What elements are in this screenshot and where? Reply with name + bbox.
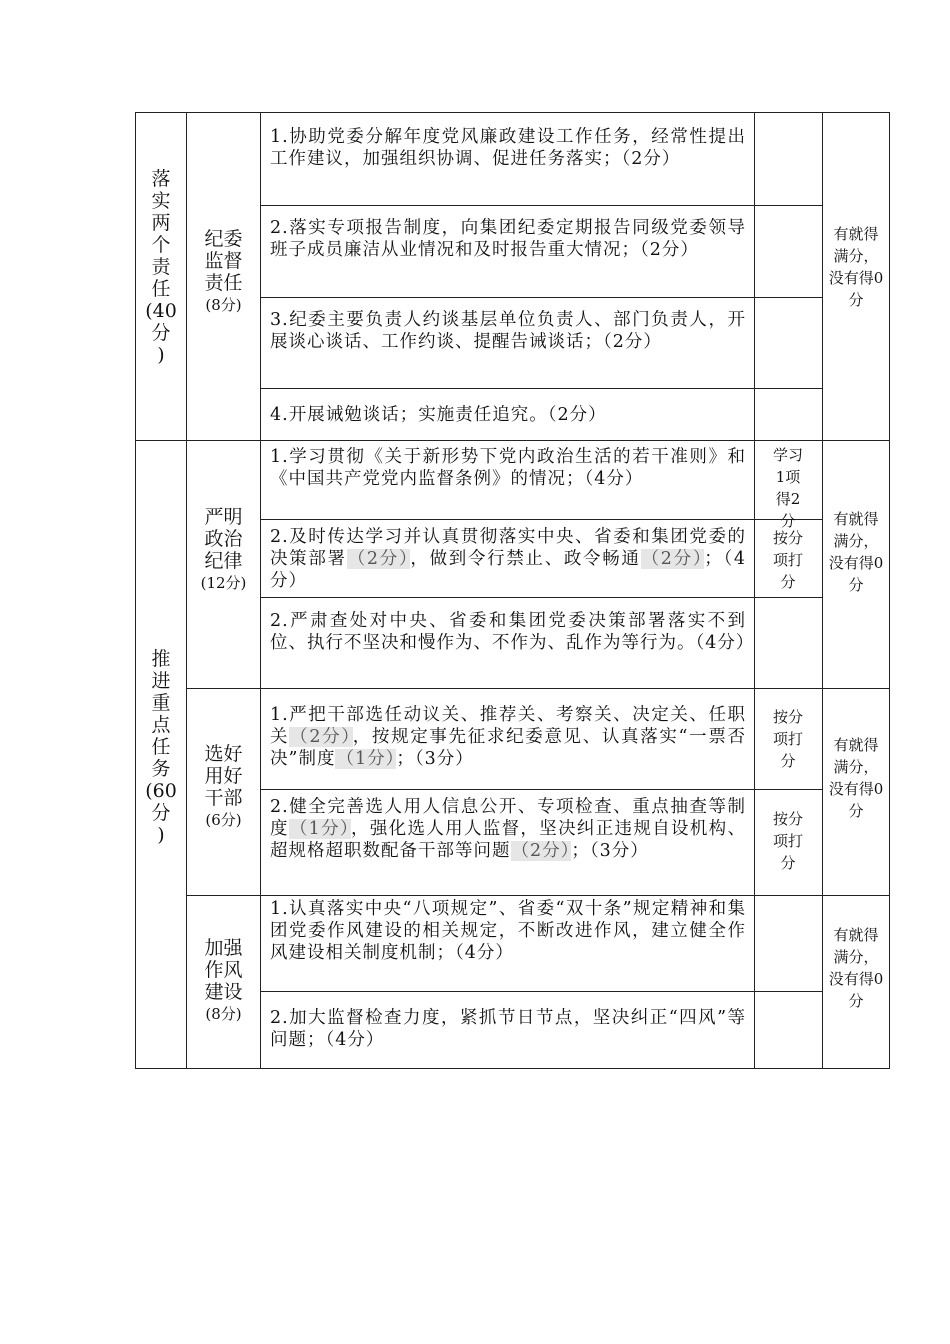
column-divider	[260, 112, 261, 1069]
criterion-note: 学习1项得2分	[772, 446, 803, 530]
row-divider	[260, 597, 822, 598]
evaluation-item: 1.协助党委分解年度党风廉政建设工作任务，经常性提出工作建议，加强组织协调、促进任务落实；（2分）	[270, 127, 746, 169]
scoring-rule: 有就得满分，没有得0分	[828, 736, 884, 820]
scoring-rule: 有就得满分，没有得0分	[828, 510, 884, 594]
scoring-rule: 有就得满分，没有得0分	[828, 225, 884, 309]
column-divider	[822, 112, 823, 1069]
row-divider	[260, 991, 822, 992]
evaluation-item: 2.落实专项报告制度，向集团纪委定期报告同级党委领导班子成员廉洁从业情况和及时报告重大情况；（2分）	[270, 218, 746, 260]
evaluation-item: 1.学习贯彻《关于新形势下党内政治生活的若干准则》和《中国共产党党内监督条例》的情况；（4分）	[270, 447, 746, 489]
section-title: 落 实 两 个 责 任 (40 分 )	[145, 168, 177, 366]
evaluation-item: 1.认真落实中央“八项规定”、省委“双十条”规定精神和集团党委作风建设的相关规定，不断改进作风，建立健全作风建设相关制度机制；（4分）	[270, 899, 746, 963]
section-divider	[135, 440, 890, 441]
row-divider	[260, 388, 822, 389]
scoring-rule: 有就得满分，没有得0分	[828, 926, 884, 1010]
evaluation-item: 2.加大监督检查力度，紧抓节日节点，坚决纠正“四风”等问题；（4分）	[270, 1008, 746, 1050]
row-divider	[260, 519, 822, 520]
evaluation-item: 4.开展诫勉谈话；实施责任追究。（2分）	[270, 405, 607, 425]
category-label: 纪委 监督 责任 (8分)	[204, 228, 243, 314]
category-label: 严明 政治 纪律 (12分)	[200, 506, 247, 592]
row-divider	[260, 789, 822, 790]
evaluation-item: 2.严肃查处对中央、省委和集团党委决策部署落实不到位、执行不坚决和慢作为、不作为、乱作为等行为。（4分）	[270, 611, 755, 653]
category-divider	[186, 688, 890, 689]
criterion-note: 按分项打分	[772, 810, 803, 872]
row-divider	[260, 297, 822, 298]
table-border-right	[889, 112, 890, 1069]
evaluation-item: 3.纪委主要负责人约谈基层单位负责人、部门负责人，开展谈心谈话、工作约谈、提醒告诫谈话；（2分）	[270, 310, 746, 352]
criterion-note: 按分项打分	[772, 708, 803, 770]
category-label: 加强 作风 建设 (8分)	[204, 937, 243, 1023]
table-border-top	[135, 112, 890, 113]
column-divider	[754, 112, 755, 1069]
evaluation-item: 2.及时传达学习并认真贯彻落实中央、省委和集团党委的决策部署（2分），做到令行禁止、政令畅通（2分）；（4分）	[270, 527, 747, 591]
criterion-note: 按分项打分	[772, 529, 803, 591]
section-title: 推 进 重 点 任 务 (60 分 )	[145, 648, 177, 846]
table-border-bottom	[135, 1068, 890, 1069]
row-divider	[260, 205, 822, 206]
evaluation-item: 2.健全完善选人用人信息公开、专项检查、重点抽查等制度（1分），强化选人用人监督，坚决纠正违规自设机构、超规格超职数配备干部等问题（2分）；（3分）	[270, 797, 747, 861]
evaluation-item: 1.严把干部选任动议关、推荐关、考察关、决定关、任职关（2分），按规定事先征求纪委意见、认真落实“一票否决”制度（1分）；（3分）	[270, 705, 747, 769]
category-label: 选好 用好 干部 (6分)	[204, 743, 243, 829]
category-divider	[186, 895, 890, 896]
